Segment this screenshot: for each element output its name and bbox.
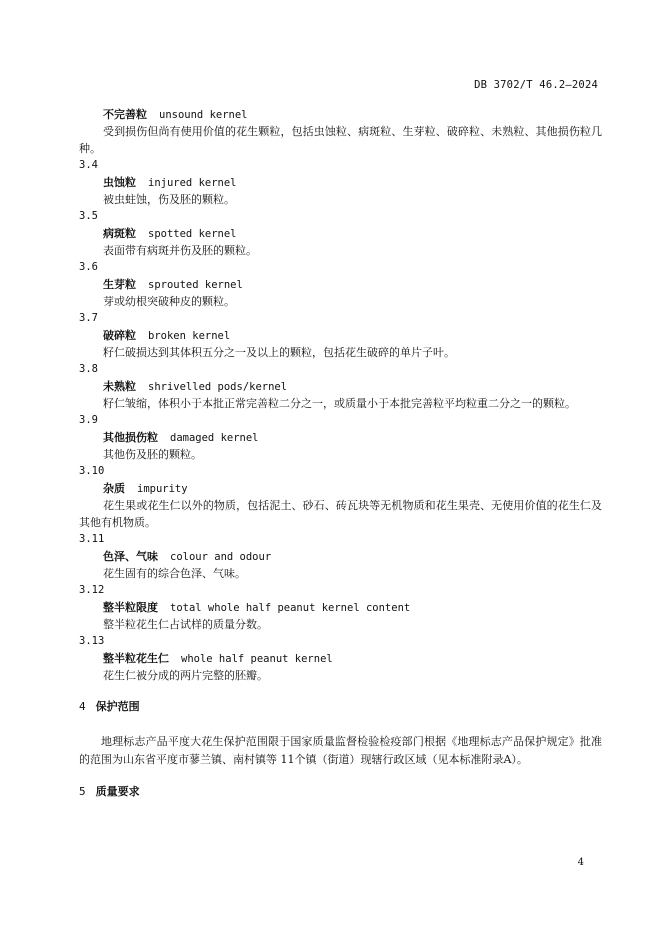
term-english: unsound kernel [159, 109, 248, 121]
term-chinese: 杂质 [103, 482, 125, 495]
term-number: 3.4 [79, 159, 98, 171]
term-english: damaged kernel [170, 432, 259, 444]
term-chinese: 生芽粒 [103, 278, 136, 291]
term-heading [79, 378, 602, 395]
term-english: broken kernel [148, 330, 231, 342]
term-entry [79, 582, 602, 633]
page-number: 4 [577, 857, 584, 868]
term-chinese: 未熟粒 [103, 380, 136, 393]
term-chinese: 整半粒花生仁 [103, 652, 169, 665]
term-chinese: 病斑粒 [103, 227, 136, 240]
term-entry [79, 412, 602, 463]
section-5 [79, 783, 602, 800]
term-entry [79, 208, 602, 259]
term-number: 3.8 [79, 363, 98, 375]
term-definition: 其他伤及胚的颗粒。 [103, 448, 202, 461]
term-english: total whole half peanut kernel content [170, 602, 411, 614]
term-entry [79, 463, 602, 531]
terms-list [79, 106, 602, 684]
term-chinese: 不完善粒 [103, 108, 147, 121]
term-number: 3.10 [79, 465, 105, 477]
term-english: sprouted kernel [148, 279, 243, 291]
term-heading [79, 599, 602, 616]
term-number: 3.11 [79, 533, 105, 545]
term-entry [79, 361, 602, 412]
term-english: impurity [137, 483, 188, 495]
term-entry [79, 310, 602, 361]
term-heading [79, 429, 602, 446]
term-heading [79, 225, 602, 242]
term-definition: 整半粒花生仁占试样的质量分数。 [103, 618, 268, 631]
term-number: 3.6 [79, 261, 98, 273]
term-number: 3.13 [79, 635, 105, 647]
term-number: 3.5 [79, 210, 98, 222]
section-4-heading [79, 698, 602, 715]
term-english: shrivelled pods/kernel [148, 381, 288, 393]
term-english: whole half peanut kernel [181, 653, 333, 665]
term-heading [79, 276, 602, 293]
document-id-header: DB 3702/T 46.2—2024 [474, 79, 598, 91]
term-definition: 花生仁被分成的两片完整的胚瓣。 [103, 669, 268, 682]
term-entry [79, 633, 602, 684]
term-entry [79, 259, 602, 310]
section-4-number: 4 [79, 700, 86, 713]
section-4-title: 保护范围 [95, 700, 140, 713]
term-heading [79, 174, 602, 191]
term-entry [79, 531, 602, 582]
term-heading [79, 327, 602, 344]
term-english: colour and odour [170, 551, 272, 563]
section-4 [79, 698, 602, 769]
term-heading [79, 106, 602, 123]
term-entry [79, 157, 602, 208]
term-definition: 花生果或花生仁以外的物质，包括泥土、砂石、砖瓦块等无机物质和花生果壳、无使用价值的花生仁及其他有机物质。 [79, 499, 602, 529]
term-heading [79, 650, 602, 667]
section-4-paragraph: 地理标志产品平度大花生保护范围限于国家质量监督检验检疫部门根据《地理标志产品保护规定》批准的范围为山东省平度市蓼兰镇、南村镇等 11个镇（街道）现辖行政区域（见本标准附录A）。 [79, 735, 602, 766]
term-english: injured kernel [148, 177, 237, 189]
term-chinese: 其他损伤粒 [103, 431, 158, 444]
term-chinese: 整半粒限度 [103, 601, 158, 614]
section-5-heading [79, 783, 602, 800]
term-chinese: 色泽、气味 [103, 550, 158, 563]
section-5-number: 5 [79, 785, 86, 798]
term-chinese: 破碎粒 [103, 329, 136, 342]
term-number: 3.9 [79, 414, 98, 426]
term-entry [79, 106, 602, 157]
term-english: spotted kernel [148, 228, 237, 240]
term-definition: 表面带有病斑并伤及胚的颗粒。 [103, 244, 257, 257]
term-heading [79, 548, 602, 565]
term-definition: 籽仁破损达到其体积五分之一及以上的颗粒，包括花生破碎的单片子叶。 [103, 346, 455, 359]
term-definition: 花生固有的综合色泽、气味。 [103, 567, 246, 580]
term-chinese: 虫蚀粒 [103, 176, 136, 189]
term-heading [79, 480, 602, 497]
term-number: 3.12 [79, 584, 105, 596]
section-5-title: 质量要求 [95, 785, 140, 798]
term-definition: 芽或幼根突破种皮的颗粒。 [103, 295, 235, 308]
term-definition: 籽仁皱缩，体积小于本批正常完善粒二分之一，或质量小于本批完善粒平均粒重二分之一的颗粒。 [103, 397, 576, 410]
term-definition: 被虫蛀蚀，伤及胚的颗粒。 [103, 193, 235, 206]
term-number: 3.7 [79, 312, 98, 324]
term-definition: 受到损伤但尚有使用价值的花生颗粒，包括虫蚀粒、病斑粒、生芽粒、破碎粒、未熟粒、其他损伤粒几种。 [79, 125, 602, 155]
document-body [79, 106, 602, 800]
